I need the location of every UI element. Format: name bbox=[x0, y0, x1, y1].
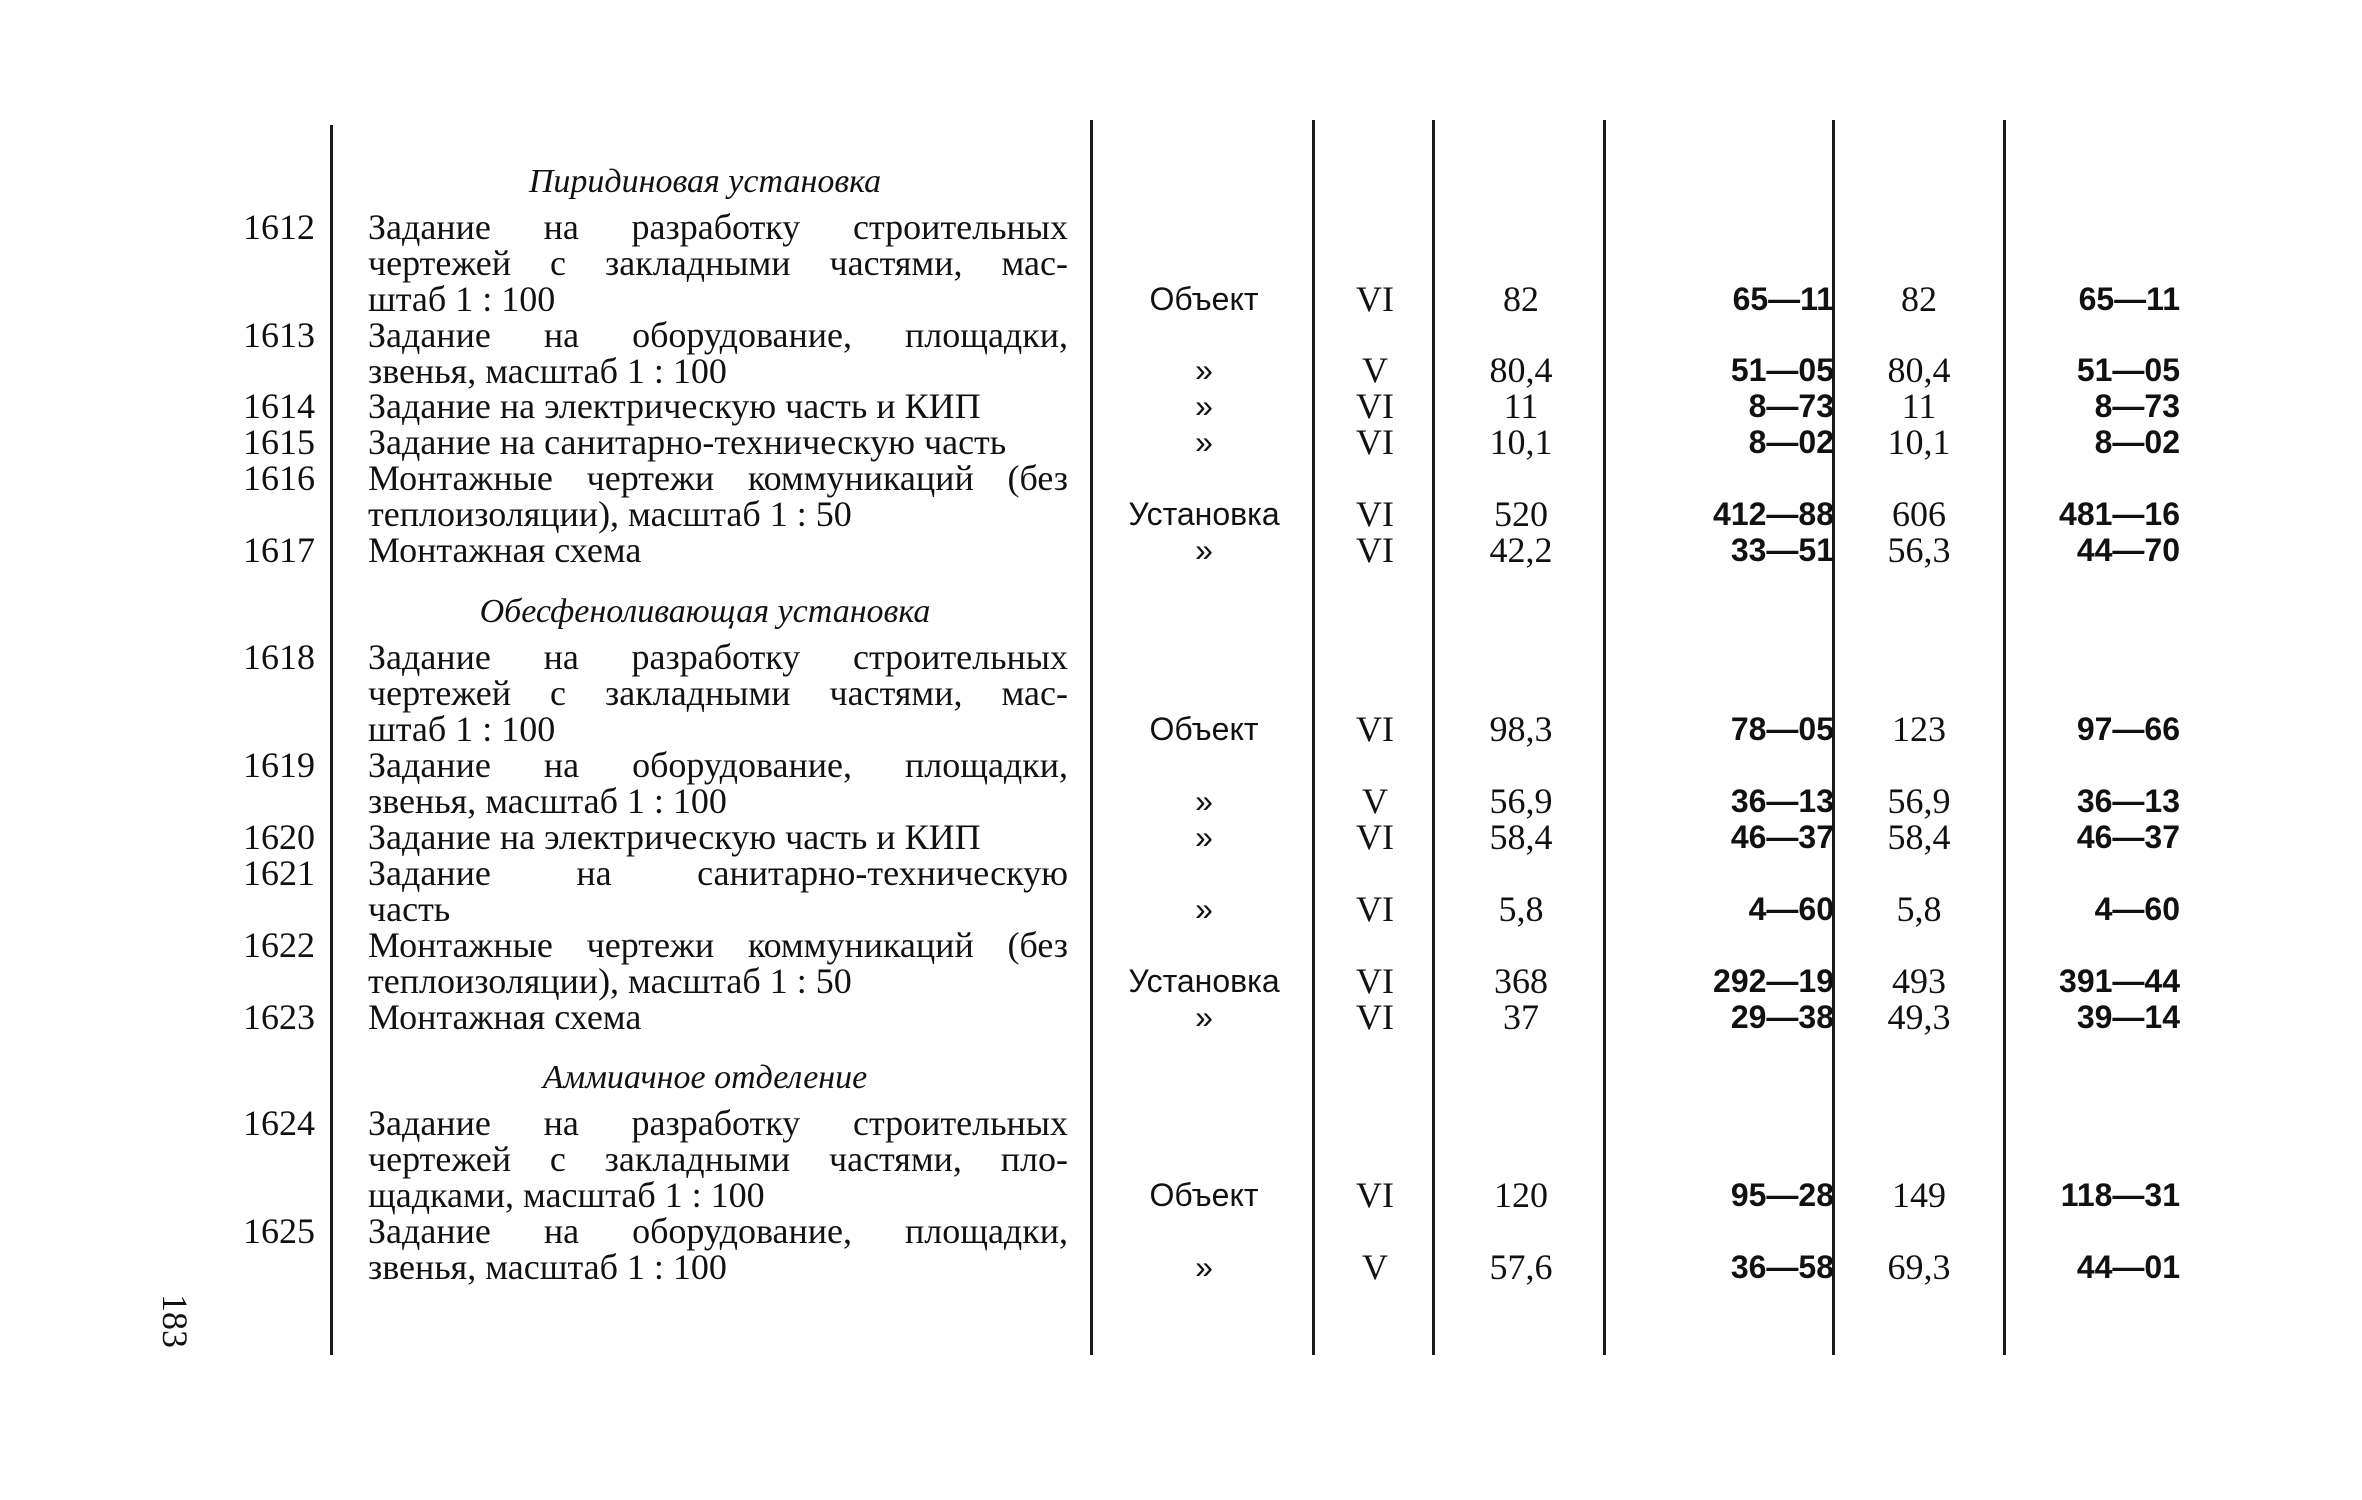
value-2: 56,3 bbox=[1887, 530, 1951, 570]
unit-of-measure: » bbox=[1195, 352, 1213, 388]
cost-2: 65—11 bbox=[2078, 281, 2180, 317]
table-row bbox=[0, 639, 2362, 747]
category: VI bbox=[1356, 961, 1394, 1001]
value-2: 49,3 bbox=[1887, 997, 1951, 1037]
value-1: 37 bbox=[1503, 997, 1539, 1037]
item-number: 1614 bbox=[243, 386, 315, 426]
cost-2: 4—60 bbox=[2094, 891, 2180, 927]
cost-2: 39—14 bbox=[2076, 999, 2180, 1035]
table-row bbox=[0, 209, 2362, 317]
table-row bbox=[0, 1105, 2362, 1213]
item-description bbox=[368, 424, 1068, 460]
description-line: Задание на оборудование, площадки, bbox=[368, 315, 1068, 355]
category: VI bbox=[1356, 817, 1394, 857]
value-1: 10,1 bbox=[1489, 422, 1553, 462]
cost-1: 78—05 bbox=[1730, 711, 1834, 747]
value-1: 120 bbox=[1494, 1175, 1548, 1215]
description-line: чертежей с закладными частями, пло- bbox=[368, 1139, 1068, 1179]
category: VI bbox=[1356, 709, 1394, 749]
description-line: чертежей с закладными частями, мас- bbox=[368, 243, 1068, 283]
description-line: Задание на санитарно-техническую bbox=[368, 853, 1068, 893]
description-line: Задание на оборудование, площадки, bbox=[368, 1211, 1068, 1251]
value-1: 56,9 bbox=[1489, 781, 1553, 821]
cost-1: 29—38 bbox=[1730, 999, 1834, 1035]
cost-2: 8—73 bbox=[2094, 388, 2180, 424]
description-line: Задание на разработку строительных bbox=[368, 637, 1068, 677]
cost-2: 36—13 bbox=[2076, 783, 2180, 819]
item-number: 1617 bbox=[243, 530, 315, 570]
item-number: 1612 bbox=[243, 207, 315, 247]
item-number: 1616 bbox=[243, 458, 315, 498]
category: VI bbox=[1356, 1175, 1394, 1215]
value-1: 11 bbox=[1503, 386, 1539, 426]
cost-2: 118—31 bbox=[2060, 1177, 2180, 1213]
cost-1: 412—88 bbox=[1713, 496, 1834, 532]
item-description bbox=[368, 855, 1068, 927]
description-line: часть bbox=[368, 889, 451, 929]
unit-of-measure: » bbox=[1195, 819, 1213, 855]
value-1: 520 bbox=[1494, 494, 1548, 534]
item-description bbox=[368, 1213, 1068, 1285]
unit-of-measure: Установка bbox=[1128, 496, 1280, 532]
unit-of-measure: » bbox=[1195, 388, 1213, 424]
item-description bbox=[368, 1105, 1068, 1213]
value-2: 149 bbox=[1892, 1175, 1946, 1215]
description-line: Задание на разработку строительных bbox=[368, 1103, 1068, 1143]
description-line: щадками, масштаб 1 : 100 bbox=[368, 1175, 765, 1215]
description-line: Задание на санитарно-техническую часть bbox=[368, 422, 1007, 462]
item-number: 1620 bbox=[243, 817, 315, 857]
value-2: 606 bbox=[1892, 494, 1946, 534]
description-line: чертежей с закладными частями, мас- bbox=[368, 673, 1068, 713]
value-1: 42,2 bbox=[1489, 530, 1553, 570]
item-description bbox=[368, 532, 1068, 568]
value-2: 56,9 bbox=[1887, 781, 1951, 821]
description-line: штаб 1 : 100 bbox=[368, 709, 556, 749]
item-description bbox=[368, 460, 1068, 532]
table-row bbox=[0, 747, 2362, 819]
unit-of-measure: » bbox=[1195, 891, 1213, 927]
value-2: 11 bbox=[1901, 386, 1937, 426]
category: VI bbox=[1356, 997, 1394, 1037]
item-description bbox=[368, 747, 1068, 819]
table-row bbox=[0, 819, 2362, 855]
value-2: 493 bbox=[1892, 961, 1946, 1001]
category: VI bbox=[1356, 386, 1394, 426]
section-title: Пиридиновая установка bbox=[528, 163, 882, 200]
section-title: Обесфеноливающая установка bbox=[479, 593, 931, 630]
category: VI bbox=[1356, 494, 1394, 534]
item-description bbox=[368, 317, 1068, 389]
cost-1: 292—19 bbox=[1713, 963, 1834, 999]
value-1: 98,3 bbox=[1489, 709, 1553, 749]
value-2: 82 bbox=[1901, 279, 1937, 319]
cost-1: 33—51 bbox=[1730, 532, 1834, 568]
value-1: 368 bbox=[1494, 961, 1548, 1001]
description-line: Задание на электрическую часть и КИП bbox=[368, 386, 981, 426]
unit-of-measure: » bbox=[1195, 1249, 1213, 1285]
cost-2: 97—66 bbox=[2076, 711, 2180, 747]
description-line: Монтажные чертежи коммуникаций (без bbox=[368, 458, 1068, 498]
description-line: звенья, масштаб 1 : 100 bbox=[368, 351, 727, 391]
page-number: 183 bbox=[155, 1294, 195, 1348]
unit-of-measure: » bbox=[1195, 999, 1213, 1035]
description-line: Задание на оборудование, площадки, bbox=[368, 745, 1068, 785]
table-row bbox=[0, 388, 2362, 424]
table-row bbox=[0, 460, 2362, 532]
category: V bbox=[1362, 781, 1388, 821]
cost-1: 46—37 bbox=[1730, 819, 1834, 855]
item-description bbox=[368, 639, 1068, 747]
unit-of-measure: » bbox=[1195, 532, 1213, 568]
description-line: Задание на разработку строительных bbox=[368, 207, 1068, 247]
value-1: 58,4 bbox=[1489, 817, 1553, 857]
cost-1: 8—73 bbox=[1748, 388, 1834, 424]
value-2: 80,4 bbox=[1887, 350, 1951, 390]
table-row bbox=[0, 999, 2362, 1035]
description-line: штаб 1 : 100 bbox=[368, 279, 556, 319]
item-description bbox=[368, 819, 1068, 855]
unit-of-measure: » bbox=[1195, 783, 1213, 819]
description-line: Монтажная схема bbox=[368, 530, 642, 570]
unit-of-measure: » bbox=[1195, 424, 1213, 460]
description-line: Задание на электрическую часть и КИП bbox=[368, 817, 981, 857]
cost-2: 8—02 bbox=[2094, 424, 2180, 460]
item-number: 1624 bbox=[243, 1103, 315, 1143]
value-1: 80,4 bbox=[1489, 350, 1553, 390]
item-number: 1615 bbox=[243, 422, 315, 462]
value-2: 123 bbox=[1892, 709, 1946, 749]
description-line: звенья, масштаб 1 : 100 bbox=[368, 1247, 727, 1287]
unit-of-measure: Объект bbox=[1149, 711, 1259, 747]
table-row bbox=[0, 855, 2362, 927]
category: V bbox=[1362, 350, 1388, 390]
item-description bbox=[368, 999, 1068, 1035]
section-title: Аммиачное отделение bbox=[542, 1059, 868, 1096]
description-line: теплоизоляции), масштаб 1 : 50 bbox=[368, 961, 852, 1001]
cost-1: 51—05 bbox=[1730, 352, 1834, 388]
item-description bbox=[368, 927, 1068, 999]
cost-1: 8—02 bbox=[1748, 424, 1834, 460]
cost-1: 36—13 bbox=[1730, 783, 1834, 819]
item-number: 1621 bbox=[243, 853, 315, 893]
cost-1: 95—28 bbox=[1730, 1177, 1834, 1213]
description-line: теплоизоляции), масштаб 1 : 50 bbox=[368, 494, 852, 534]
cost-2: 44—01 bbox=[2076, 1249, 2180, 1285]
category: V bbox=[1362, 1247, 1388, 1287]
item-number: 1618 bbox=[243, 637, 315, 677]
cost-1: 36—58 bbox=[1730, 1249, 1834, 1285]
category: VI bbox=[1356, 530, 1394, 570]
category: VI bbox=[1356, 889, 1394, 929]
item-description bbox=[368, 388, 1068, 424]
value-1: 5,8 bbox=[1498, 889, 1544, 929]
item-number: 1619 bbox=[243, 745, 315, 785]
cost-2: 391—44 bbox=[2059, 963, 2180, 999]
cost-1: 65—11 bbox=[1732, 281, 1834, 317]
description-line: Монтажные чертежи коммуникаций (без bbox=[368, 925, 1068, 965]
item-number: 1625 bbox=[243, 1211, 315, 1251]
cost-2: 51—05 bbox=[2076, 352, 2180, 388]
description-line: Монтажная схема bbox=[368, 997, 642, 1037]
table-row bbox=[0, 315, 2362, 391]
category: VI bbox=[1356, 279, 1394, 319]
item-description bbox=[368, 209, 1068, 317]
description-line: звенья, масштаб 1 : 100 bbox=[368, 781, 727, 821]
unit-of-measure: Объект bbox=[1149, 1177, 1259, 1213]
item-number: 1613 bbox=[243, 315, 315, 355]
item-number: 1622 bbox=[243, 925, 315, 965]
unit-of-measure: Установка bbox=[1128, 963, 1280, 999]
table-row bbox=[0, 532, 2362, 568]
value-2: 5,8 bbox=[1896, 889, 1942, 929]
unit-of-measure: Объект bbox=[1149, 281, 1259, 317]
value-1: 57,6 bbox=[1489, 1247, 1553, 1287]
value-1: 82 bbox=[1503, 279, 1539, 319]
value-2: 69,3 bbox=[1887, 1247, 1951, 1287]
table-row bbox=[0, 424, 2362, 460]
value-2: 10,1 bbox=[1887, 422, 1951, 462]
category: VI bbox=[1356, 422, 1394, 462]
cost-1: 4—60 bbox=[1748, 891, 1834, 927]
cost-2: 44—70 bbox=[2076, 532, 2180, 568]
cost-2: 481—16 bbox=[2059, 496, 2180, 532]
item-number: 1623 bbox=[243, 997, 315, 1037]
table-row bbox=[0, 927, 2362, 999]
cost-2: 46—37 bbox=[2076, 819, 2180, 855]
value-2: 58,4 bbox=[1887, 817, 1951, 857]
table-row bbox=[0, 1213, 2362, 1285]
